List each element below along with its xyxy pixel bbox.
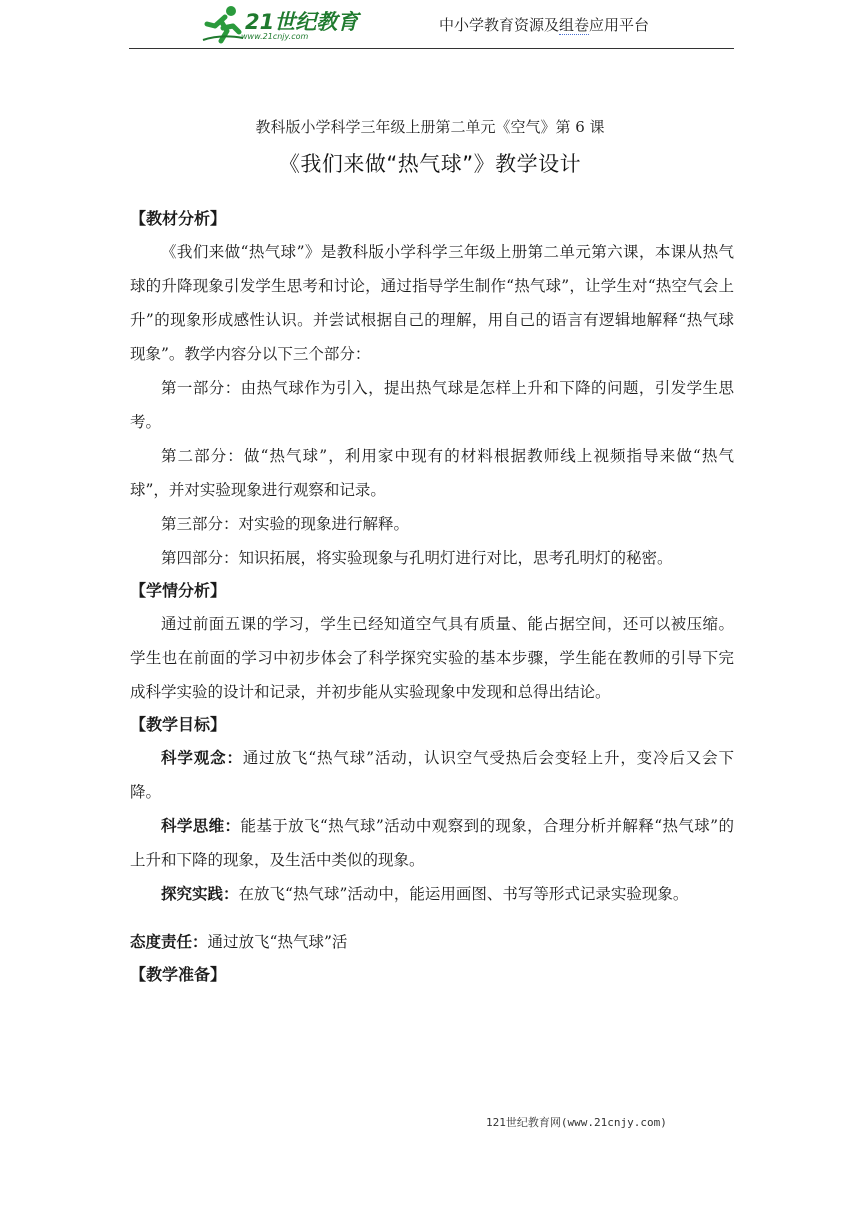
tagline-part-c: 应用平台 [589, 16, 650, 34]
goal-science-thinking-text: 能基于放飞“热气球”活动中观察到的现象，合理分析并解释“热气球”的上升和下降的现象，及生活中类似的现象。 [130, 817, 734, 869]
goal-inquiry-practice-text: 在放飞“热气球”活动中，能运用画图、书写等形式记录实验现象。 [238, 885, 689, 903]
document-title: 《我们来做“热气球”》教学设计 [278, 152, 582, 176]
materials-paragraph-part3: 第三部分：对实验的现象进行解释。 [161, 515, 410, 533]
logo-url: www.21cnjy.com [241, 32, 309, 41]
materials-paragraph-part1: 第一部分：由热气球作为引入，提出热气球是怎样上升和下降的问题，引发学生思考。 [130, 379, 734, 431]
materials-paragraph-intro: 《我们来做“热气球”》是教科版小学科学三年级上册第二单元第六课，本课从热气球的升降现象引发学生思考和讨论，通过指导学生制作“热气球”，让学生对“热空气会上升”的现象形成感性认识。并尝试根据自己的理解，用自己的语言有逻辑地解释“热气球现象”。教学内容分以下三个部分： [130, 243, 734, 363]
page-footer: 121世纪教育网(www.21cnjy.com) [486, 1116, 667, 1129]
goal-inquiry-practice [130, 877, 734, 911]
section-heading-prep: 【教学准备】 [130, 965, 227, 984]
spacer [130, 911, 734, 925]
goal-attitude-text: 通过放飞“热气球”活 [207, 933, 348, 951]
document-subtitle: 教科版小学科学三年级上册第二单元《空气》第 6 课 [255, 118, 605, 136]
logo-wordmark: 21世纪教育 [245, 10, 359, 34]
goal-attitude [130, 925, 734, 959]
goal-science-concept-label: 科学观念： [161, 749, 243, 767]
goal-attitude-label: 态度责任： [130, 933, 208, 951]
goal-inquiry-practice-label: 探究实践： [161, 885, 239, 903]
section-heading-goals: 【教学目标】 [130, 715, 227, 734]
goal-science-thinking-label: 科学思维： [161, 817, 241, 835]
runner-logo-icon [201, 4, 245, 44]
section-heading-students: 【学情分析】 [130, 581, 227, 600]
materials-paragraph-part4: 第四部分：知识拓展，将实验现象与孔明灯进行对比，思考孔明灯的秘密。 [161, 549, 673, 567]
header-tagline [439, 14, 649, 35]
goal-science-thinking [130, 809, 734, 877]
materials-paragraph-part2: 第二部分：做“热气球”，利用家中现有的材料根据教师线上视频指导来做“热气球”，并对实验现象进行观察和记录。 [130, 447, 734, 499]
tagline-part-b: 组卷 [559, 16, 590, 34]
section-heading-materials: 【教材分析】 [130, 209, 227, 228]
goal-science-concept-text: 通过放飞“热气球”活动，认识空气受热后会变轻上升，变冷后又会下降。 [130, 749, 734, 801]
students-paragraph: 通过前面五课的学习，学生已经知道空气具有质量、能占据空间，还可以被压缩。学生也在前面的学习中初步体会了科学探究实验的基本步骤，学生能在教师的引导下完成科学实验的设计和记录，并初步能从实验现象中发现和总得出结论。 [130, 615, 734, 701]
page-header [129, 0, 734, 49]
document-body [130, 203, 734, 991]
goal-science-concept [130, 741, 734, 809]
site-logo [201, 4, 359, 44]
tagline-part-a: 中小学教育资源及 [439, 16, 560, 34]
